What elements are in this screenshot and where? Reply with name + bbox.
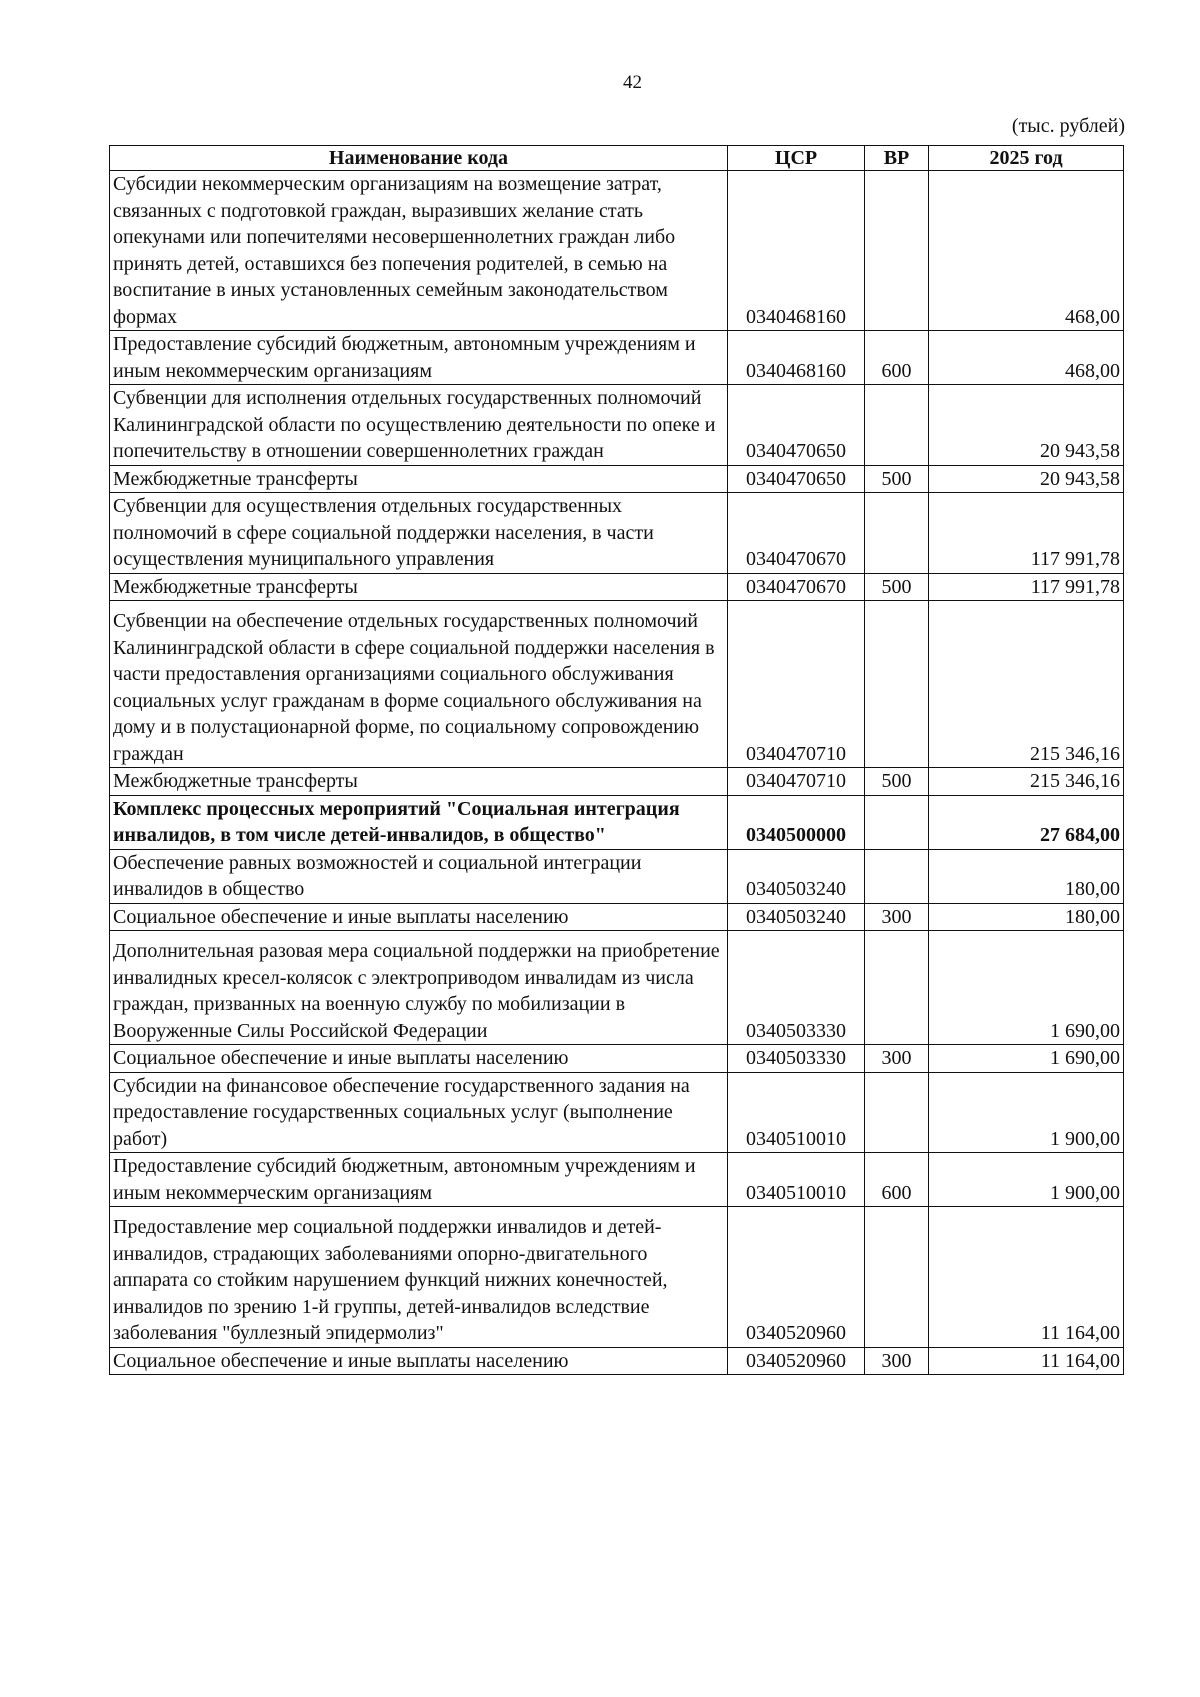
table-row [110, 465, 1124, 493]
row-name: Субвенции для исполнения отдельных государственных полномочий Калининградской области по осуществлению деятельности по опеке и попечительству в отношении совершеннолетних граждан [110, 385, 728, 466]
row-vr: 600 [865, 331, 929, 385]
row-sum: 468,00 [929, 171, 1124, 331]
row-vr: 600 [865, 1153, 929, 1207]
row-sum: 468,00 [929, 331, 1124, 385]
row-vr [865, 795, 929, 849]
row-vr [865, 1207, 929, 1348]
row-csr: 0340468160 [728, 171, 865, 331]
budget-table [109, 145, 1124, 1375]
row-name: Дополнительная разовая мера социальной поддержки на приобретение инвалидных кресел-колясок с электроприводом инвалидам из числа граждан, призванных на военную службу по мобилизации в Вооруженные Силы Российской Федерации [110, 931, 728, 1045]
row-csr: 0340470650 [728, 385, 865, 466]
unit-note: (тыс. рублей) [1011, 115, 1125, 137]
row-csr: 0340520960 [728, 1347, 865, 1375]
row-name: Комплекс процессных мероприятий "Социальная интеграция инвалидов, в том числе детей-инвалидов, в общество" [110, 795, 728, 849]
row-csr: 0340520960 [728, 1207, 865, 1348]
row-sum: 20 943,58 [929, 385, 1124, 466]
header-csr: ЦСР [728, 146, 865, 171]
row-name: Межбюджетные трансферты [110, 573, 728, 601]
row-csr: 0340470650 [728, 465, 865, 493]
row-name: Предоставление мер социальной поддержки инвалидов и детей-инвалидов, страдающих заболеваниями опорно-двигательного аппарата со стойким нарушением функций нижних конечностей, инвалидов по зрению 1-й группы, детей-инвалидов вследствие заболевания "буллезный эпидермолиз" [110, 1207, 728, 1348]
table-row [110, 903, 1124, 931]
table-row [110, 601, 1124, 768]
row-vr [865, 1072, 929, 1153]
table-row [110, 931, 1124, 1045]
row-sum: 27 684,00 [929, 795, 1124, 849]
row-csr: 0340470710 [728, 768, 865, 796]
row-name: Обеспечение равных возможностей и социальной интеграции инвалидов в общество [110, 849, 728, 903]
table-row [110, 573, 1124, 601]
table-row [110, 1207, 1124, 1348]
row-vr [865, 601, 929, 768]
row-csr: 0340470670 [728, 493, 865, 574]
row-vr: 500 [865, 465, 929, 493]
row-csr: 0340500000 [728, 795, 865, 849]
row-sum: 215 346,16 [929, 768, 1124, 796]
header-year: 2025 год [929, 146, 1124, 171]
row-vr: 500 [865, 573, 929, 601]
row-name: Субсидии на финансовое обеспечение государственного задания на предоставление государственных социальных услуг (выполнение работ) [110, 1072, 728, 1153]
header-name: Наименование кода [110, 146, 728, 171]
table-row [110, 331, 1124, 385]
row-sum: 215 346,16 [929, 601, 1124, 768]
row-sum: 20 943,58 [929, 465, 1124, 493]
row-sum: 1 900,00 [929, 1153, 1124, 1207]
row-sum: 1 690,00 [929, 931, 1124, 1045]
row-vr [865, 385, 929, 466]
table-row [110, 1153, 1124, 1207]
row-vr [865, 849, 929, 903]
row-vr: 300 [865, 1045, 929, 1073]
row-sum: 11 164,00 [929, 1207, 1124, 1348]
table-row [110, 849, 1124, 903]
row-sum: 11 164,00 [929, 1347, 1124, 1375]
row-csr: 0340503240 [728, 849, 865, 903]
table-row-section [110, 795, 1124, 849]
row-name: Субвенции на обеспечение отдельных государственных полномочий Калининградской области в сфере социальной поддержки населения в части предоставления организациями социального обслуживания социальных услуг гражданам в форме социального обслуживания на дому и в полустационарной форме, по социальному сопровождению граждан [110, 601, 728, 768]
row-name: Субсидии некоммерческим организациям на возмещение затрат, связанных с подготовкой граждан, выразивших желание стать опекунами или попечителями несовершеннолетних граждан либо принять детей, оставшихся без попечения родителей, в семью на воспитание в иных установленных семейным законодательством формах [110, 171, 728, 331]
row-name: Предоставление субсидий бюджетным, автономным учреждениям и иным некоммерческим организациям [110, 1153, 728, 1207]
row-name: Социальное обеспечение и иные выплаты населению [110, 1045, 728, 1073]
row-csr: 0340503240 [728, 903, 865, 931]
row-sum: 117 991,78 [929, 493, 1124, 574]
table-header-row [110, 146, 1124, 171]
row-sum: 180,00 [929, 849, 1124, 903]
row-vr [865, 931, 929, 1045]
table-row [110, 768, 1124, 796]
header-vr: ВР [865, 146, 929, 171]
row-name: Социальное обеспечение и иные выплаты населению [110, 1347, 728, 1375]
table-row [110, 1072, 1124, 1153]
row-sum: 1 690,00 [929, 1045, 1124, 1073]
row-csr: 0340510010 [728, 1072, 865, 1153]
row-name: Субвенции для осуществления отдельных государственных полномочий в сфере социальной поддержки населения, в части осуществления муниципального управления [110, 493, 728, 574]
table-row [110, 493, 1124, 574]
row-csr: 0340470710 [728, 601, 865, 768]
row-csr: 0340503330 [728, 931, 865, 1045]
row-vr: 300 [865, 903, 929, 931]
row-vr: 500 [865, 768, 929, 796]
row-vr: 300 [865, 1347, 929, 1375]
row-name: Межбюджетные трансферты [110, 768, 728, 796]
row-name: Межбюджетные трансферты [110, 465, 728, 493]
page-number: 42 [623, 72, 642, 93]
row-sum: 180,00 [929, 903, 1124, 931]
row-name: Предоставление субсидий бюджетным, автономным учреждениям и иным некоммерческим организациям [110, 331, 728, 385]
table-row [110, 385, 1124, 466]
row-csr: 0340468160 [728, 331, 865, 385]
row-vr [865, 493, 929, 574]
row-csr: 0340470670 [728, 573, 865, 601]
row-sum: 1 900,00 [929, 1072, 1124, 1153]
table-row [110, 1045, 1124, 1073]
row-sum: 117 991,78 [929, 573, 1124, 601]
table-row [110, 171, 1124, 331]
row-csr: 0340503330 [728, 1045, 865, 1073]
row-name: Социальное обеспечение и иные выплаты населению [110, 903, 728, 931]
table-row [110, 1347, 1124, 1375]
row-vr [865, 171, 929, 331]
row-csr: 0340510010 [728, 1153, 865, 1207]
